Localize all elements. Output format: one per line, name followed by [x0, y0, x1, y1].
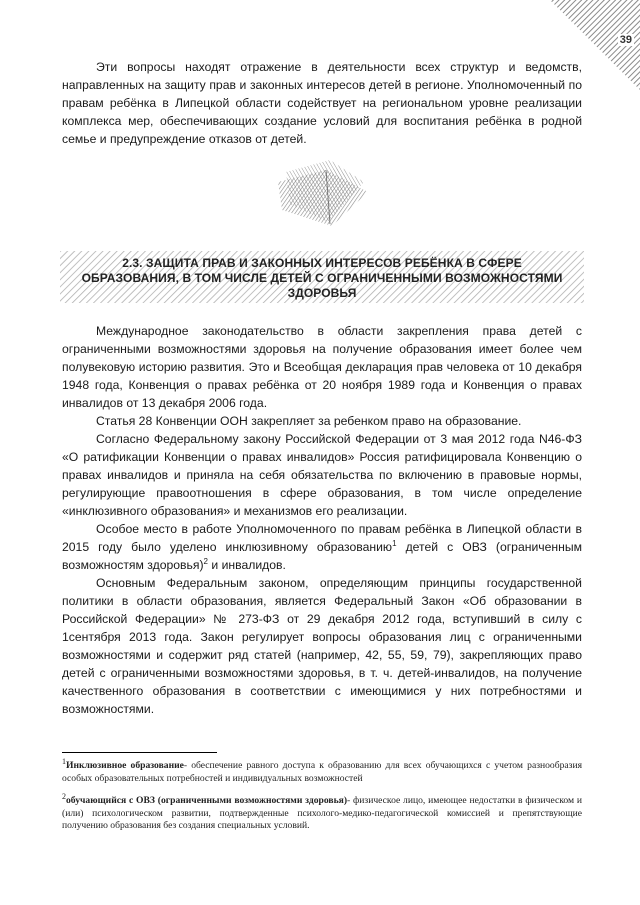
paragraph-4-part-c: и инвалидов. — [208, 558, 286, 572]
section-body — [62, 322, 582, 718]
footnote-1-mark: 1 — [62, 756, 66, 766]
footnote-separator — [62, 752, 217, 753]
paragraph-4 — [62, 520, 582, 574]
footnote-2 — [62, 791, 582, 833]
intro-paragraph: Эти вопросы находят отражение в деятельности всех структур и ведомств, направленных на защиту прав и законных интересов детей в регионе. Уполномоченный по правам ребёнка в Липецкой области содействует на региональном уровне реализации комплекса мер, обеспечивающих создание условий для воспитания ребёнка в родной семье и предупреждение отказов от детей. — [62, 60, 582, 146]
footnote-ref-1: 1 — [392, 538, 397, 548]
section-heading-line-2: ОБРАЗОВАНИЯ, В ТОМ ЧИСЛЕ ДЕТЕЙ С ОГРАНИЧЕННЫМИ ВОЗМОЖНОСТЯМИ — [81, 271, 563, 285]
section-heading-line-1: 2.3. ЗАЩИТА ПРАВ И ЗАКОННЫХ ИНТЕРЕСОВ РЕБЁНКА В СФЕРЕ — [122, 256, 522, 270]
footnote-1 — [62, 756, 582, 785]
footnotes — [62, 756, 582, 843]
book-ornament-icon — [268, 152, 378, 230]
paragraph-4-part-a: Особое место в работе Уполномоченного по правам ребёнка в Липецкой области в 2015 году было уделено инклюзивному образованию — [62, 522, 582, 554]
footnote-1-term: Инклюзивное образование — [66, 760, 184, 771]
paragraph-1: Международное законодательство в области закрепления права детей с ограниченными возможностями здоровья на получение образования имеет более чем полувековую историю развития. Это и Всеобщая декларация прав человека от 10 декабря 1948 года, Конвенция о правах ребёнка от 20 ноября 1989 года и Конвенция о правах инвалидов от 13 декабря 2006 года. — [62, 324, 582, 410]
section-heading — [60, 256, 584, 301]
paragraph-5: Основным Федеральным законом, определяющим принципы государственной политики в области образования, является Федеральный Закон «Об образовании в Российской Федерации» № 273-ФЗ от 29 декабря 2012 года, вступивший в силу с 1сентября 2013 года. Закон регулирует вопросы образования лиц с ограниченными возможностями и содержит ряд статей (например, 42, 55, 59, 79), закрепляющих право детей с ограниченными возможностями здоровья, в т. ч. детей-инвалидов, на получение качественного образования в соответствии с имеющимися у них потребностями и возможностями. — [62, 576, 582, 716]
section-heading-line-3: ЗДОРОВЬЯ — [287, 286, 357, 300]
page-number: 39 — [619, 34, 632, 46]
footnote-2-term: обучающийся с ОВЗ (ограниченными возможностями здоровья) — [66, 795, 348, 806]
footnote-2-text: - физическое лицо, имеющее недостатки в физическом и (или) психологическом развитии, подтвержденные психолого-медико-педагогической комиссией и препятствующие получению образования без создания специальных условий. — [62, 795, 582, 831]
paragraph-2: Статья 28 Конвенции ООН закрепляет за ребенком право на образование. — [96, 414, 522, 428]
footnote-1-text: - обеспечение равного доступа к образованию для всех обучающихся с учетом разнообразия особых образовательных потребностей и индивидуальных возможностей — [62, 760, 582, 784]
paragraph-3: Согласно Федеральному закону Российской Федерации от 3 мая 2012 года N46-ФЗ «О ратификации Конвенции о правах инвалидов» Россия ратифицировала Конвенцию о правах инвалидов и приняла на себя обязательства по включению в правовые нормы, регулирующие правоотношения в сфере образования, в том числе определение «инклюзивного образования» и механизмов его реализации. — [62, 432, 582, 518]
intro-block — [62, 58, 582, 148]
footnote-2-mark: 2 — [62, 791, 66, 801]
footnote-ref-2: 2 — [203, 556, 208, 566]
paragraph-4-part-b: детей с ОВЗ (ограниченным возможностям здоровья) — [62, 540, 582, 572]
